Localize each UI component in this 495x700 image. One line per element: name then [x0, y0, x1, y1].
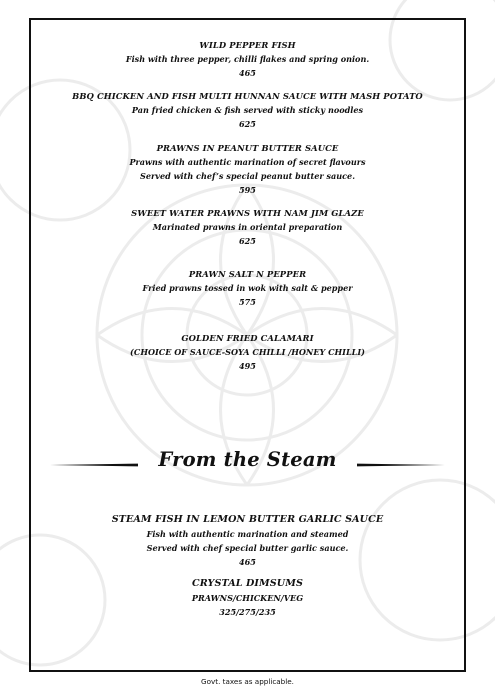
- menu-item: [29, 89, 466, 131]
- item-name: GOLDEN FRIED CALAMARI: [181, 333, 314, 343]
- item-name: PRAWNS IN PEANUT BUTTER SAUCE: [156, 143, 339, 153]
- item-description: Prawns with authentic marination of secret flavours: [129, 157, 366, 167]
- item-price: 465: [239, 68, 256, 78]
- item-name: CRYSTAL DIMSUMS: [191, 578, 303, 589]
- item-description: Served with chef’s special peanut butter sauce.: [139, 171, 356, 181]
- item-description: PRAWNS/CHICKEN/VEG: [191, 593, 304, 603]
- item-price: 625: [239, 236, 256, 246]
- menu-item: [29, 576, 466, 619]
- menu-item: [29, 267, 466, 309]
- item-description: Pan fried chicken & fish served with sticky noodles: [131, 105, 364, 115]
- menu-item: [29, 206, 466, 248]
- item-description: Fish with authentic marination and steamed: [146, 529, 349, 539]
- menu-item: [29, 331, 466, 373]
- item-price: 465: [239, 557, 256, 567]
- item-description: (CHOICE OF SAUCE-SOYA CHILLI /HONEY CHILLI): [130, 347, 365, 357]
- menu-item: [29, 38, 466, 80]
- item-description: Fried prawns tossed in wok with salt & pepper: [142, 283, 353, 293]
- section-title: From the Steam: [158, 448, 337, 471]
- menu-item: [29, 512, 466, 569]
- item-name: PRAWN SALT N PEPPER: [188, 269, 307, 279]
- item-name: SWEET WATER PRAWNS WITH NAM JIM GLAZE: [131, 208, 364, 218]
- item-name: BBQ CHICKEN AND FISH MULTI HUNNAN SAUCE WITH MASH POTATO: [72, 91, 423, 101]
- item-description: Fish with three pepper, chilli flakes and spring onion.: [125, 54, 370, 64]
- item-price: 575: [239, 297, 256, 307]
- item-price: 595: [239, 185, 256, 195]
- item-price: 325/275/235: [219, 607, 276, 617]
- item-name: STEAM FISH IN LEMON BUTTER GARLIC SAUCE: [111, 514, 384, 525]
- menu-item: [29, 141, 466, 197]
- item-name: WILD PEPPER FISH: [199, 40, 296, 50]
- tax-note: Govt. taxes as applicable.: [201, 677, 294, 686]
- item-price: 495: [239, 361, 256, 371]
- item-description: Marinated prawns in oriental preparation: [152, 222, 343, 232]
- item-price: 625: [239, 119, 256, 129]
- section-divider-right: [357, 462, 445, 468]
- item-description: Served with chef special butter garlic sauce.: [146, 543, 349, 553]
